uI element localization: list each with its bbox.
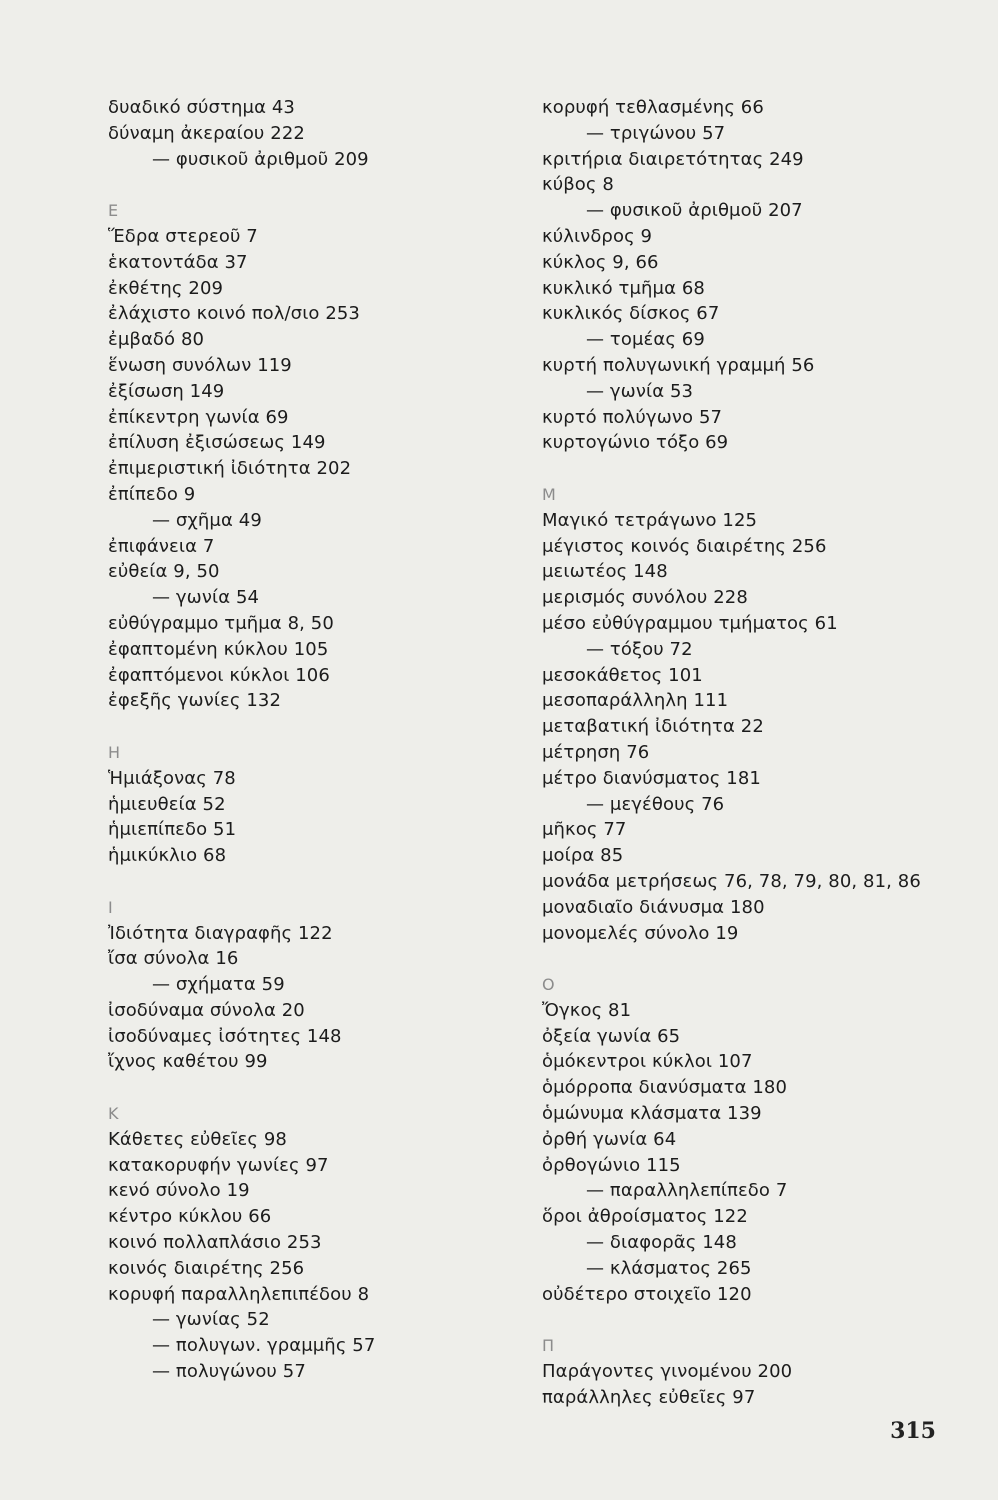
- index-entry: κύλινδρος 9: [542, 225, 653, 247]
- index-entry: ὀρθή γωνία 64: [542, 1128, 677, 1150]
- index-subentry: — μεγέθους 76: [586, 793, 725, 815]
- index-entry: ἡμιευθεία 52: [108, 793, 226, 815]
- index-entry: ἴχνος καθέτου 99: [108, 1051, 268, 1073]
- index-subentry: — τομέας 69: [586, 329, 705, 351]
- index-subentry: — φυσικοῦ ἀριθμοῦ 209: [152, 148, 369, 170]
- section-letter: Μ: [542, 484, 556, 504]
- index-entry: ὀρθογώνιο 115: [542, 1154, 681, 1176]
- index-entry: παράλληλες εὐθεῖες 97: [542, 1386, 756, 1408]
- index-entry: μεταβατική ἰδιότητα 22: [542, 716, 764, 738]
- index-entry: ἴσα σύνολα 16: [108, 948, 239, 970]
- index-entry: ὀξεία γωνία 65: [542, 1025, 681, 1047]
- index-entry: κατακορυφήν γωνίες 97: [108, 1154, 329, 1176]
- index-entry: μερισμός συνόλου 228: [542, 587, 748, 609]
- index-entry: ἐπίλυση ἐξισώσεως 149: [108, 432, 326, 454]
- index-entry: μοναδιαῖο διάνυσμα 180: [542, 896, 765, 918]
- index-entry: κυκλικό τμῆμα 68: [542, 277, 705, 299]
- page-number: 315: [890, 1418, 936, 1444]
- index-entry: ἐξίσωση 149: [108, 380, 225, 402]
- index-subentry: — παραλληλεπίπεδο 7: [586, 1180, 788, 1202]
- index-subentry: — γωνίας 52: [152, 1309, 270, 1331]
- section-gap: [108, 1075, 528, 1101]
- index-entry: δύναμη ἀκεραίου 222: [108, 122, 305, 144]
- index-entry: ἐπίπεδο 9: [108, 483, 196, 505]
- index-entry: κοινός διαιρέτης 256: [108, 1257, 305, 1279]
- index-entry: μέγιστος κοινός διαιρέτης 256: [542, 535, 827, 557]
- index-entry: εὐθεία 9, 50: [108, 561, 220, 583]
- index-entry: Ἰδιότητα διαγραφῆς 122: [108, 922, 333, 944]
- section-letter: Ε: [108, 201, 119, 221]
- index-entry: ὁμώνυμα κλάσματα 139: [542, 1103, 762, 1125]
- index-entry: εὐθύγραμμο τμῆμα 8, 50: [108, 612, 334, 634]
- index-entry: μονομελές σύνολο 19: [542, 922, 739, 944]
- index-entry: δυαδικό σύστημα 43: [108, 97, 295, 118]
- index-subentry: — τόξου 72: [586, 638, 693, 660]
- section-letter: Η: [108, 742, 121, 762]
- index-entry: κυρτό πολύγωνο 57: [542, 406, 723, 428]
- index-entry: μέτρηση 76: [542, 741, 650, 763]
- index-entry: μοίρα 85: [542, 845, 624, 867]
- index-entry: ἐπιφάνεια 7: [108, 535, 215, 557]
- index-entry: κριτήρια διαιρετότητας 249: [542, 148, 804, 170]
- index-entry: κέντρο κύκλου 66: [108, 1206, 272, 1228]
- index-entry: κυρτή πολυγωνική γραμμή 56: [542, 354, 815, 376]
- index-entry: ἐφεξῆς γωνίες 132: [108, 690, 282, 712]
- index-entry: οὐδέτερο στοιχεῖο 120: [542, 1283, 752, 1305]
- index-entry: μειωτέος 148: [542, 561, 668, 583]
- index-entry: ἐμβαδό 80: [108, 329, 205, 351]
- index-subentry: — διαφορᾶς 148: [586, 1232, 737, 1254]
- section-gap: [542, 456, 982, 482]
- index-entry: ὁμόκεντροι κύκλοι 107: [542, 1051, 753, 1073]
- index-column-left: [108, 95, 528, 1385]
- index-entry: μονάδα μετρήσεως 76, 78, 79, 80, 81, 86: [542, 870, 921, 892]
- index-entry: ἐφαπτομένη κύκλου 105: [108, 638, 329, 660]
- index-entry: Κάθετες εὐθεῖες 98: [108, 1128, 287, 1150]
- index-entry: ἐφαπτόμενοι κύκλοι 106: [108, 664, 330, 686]
- index-subentry: — γωνία 54: [152, 587, 260, 609]
- index-entry: κορυφή παραλληλεπιπέδου 8: [108, 1283, 370, 1305]
- index-subentry: — φυσικοῦ ἀριθμοῦ 207: [586, 200, 803, 222]
- index-entry: κυρτογώνιο τόξο 69: [542, 432, 729, 454]
- index-entry: μέτρο διανύσματος 181: [542, 767, 761, 789]
- index-entry: ἡμικύκλιο 68: [108, 845, 227, 867]
- index-entry: Μαγικό τετράγωνο 125: [542, 509, 758, 531]
- index-entry: μεσοπαράλληλη 111: [542, 690, 729, 712]
- index-entry: μεσοκάθετος 101: [542, 664, 703, 686]
- index-entry: ἑκατοντάδα 37: [108, 251, 248, 273]
- section-letter: Ο: [542, 975, 555, 995]
- index-entry: Ἕδρα στερεοῦ 7: [108, 225, 258, 247]
- section-gap: [108, 869, 528, 895]
- section-gap: [542, 946, 982, 972]
- index-entry: κοινό πολλαπλάσιο 253: [108, 1232, 322, 1254]
- index-entry: ὅροι ἀθροίσματος 122: [542, 1206, 748, 1228]
- index-entry: ὁμόρροπα διανύσματα 180: [542, 1077, 788, 1099]
- index-entry: κυκλικός δίσκος 67: [542, 303, 720, 325]
- index-entry: Παράγοντες γινομένου 200: [542, 1361, 793, 1383]
- index-entry: μῆκος 77: [542, 819, 627, 841]
- section-gap: [542, 1307, 982, 1333]
- index-entry: ἕνωση συνόλων 119: [108, 354, 292, 376]
- index-entry: ἐπίκεντρη γωνία 69: [108, 406, 289, 428]
- index-subentry: — πολυγων. γραμμῆς 57: [152, 1335, 376, 1357]
- index-entry: μέσο εὐθύγραμμου τμήματος 61: [542, 612, 838, 634]
- index-entry: ἐκθέτης 209: [108, 277, 224, 299]
- section-letter: Ι: [108, 897, 113, 917]
- index-entry: ἡμιεπίπεδο 51: [108, 819, 237, 841]
- index-column-right: [542, 95, 982, 1411]
- index-entry: ἰσοδύναμες ἰσότητες 148: [108, 1025, 342, 1047]
- index-entry: Ἡμιάξονας 78: [108, 767, 236, 789]
- index-entry: ἐπιμεριστική ἰδιότητα 202: [108, 458, 352, 480]
- section-gap: [108, 714, 528, 740]
- index-entry: Ὄγκος 81: [542, 999, 632, 1021]
- index-entry: κενό σύνολο 19: [108, 1180, 250, 1202]
- section-letter: Π: [542, 1336, 555, 1356]
- index-subentry: — πολυγώνου 57: [152, 1361, 306, 1383]
- index-subentry: — τριγώνου 57: [586, 122, 726, 144]
- index-subentry: — κλάσματος 265: [586, 1257, 752, 1279]
- section-letter: Κ: [108, 1104, 119, 1124]
- index-entry: κορυφή τεθλασμένης 66: [542, 97, 764, 118]
- index-entry: κύκλος 9, 66: [542, 251, 659, 273]
- index-subentry: — σχήματα 59: [152, 974, 285, 996]
- index-entry: ἐλάχιστο κοινό πολ/σιο 253: [108, 303, 360, 325]
- index-entry: κύβος 8: [542, 174, 614, 196]
- index-subentry: — σχῆμα 49: [152, 509, 262, 531]
- index-entry: ἰσοδύναμα σύνολα 20: [108, 999, 305, 1021]
- index-subentry: — γωνία 53: [586, 380, 694, 402]
- section-gap: [108, 172, 528, 198]
